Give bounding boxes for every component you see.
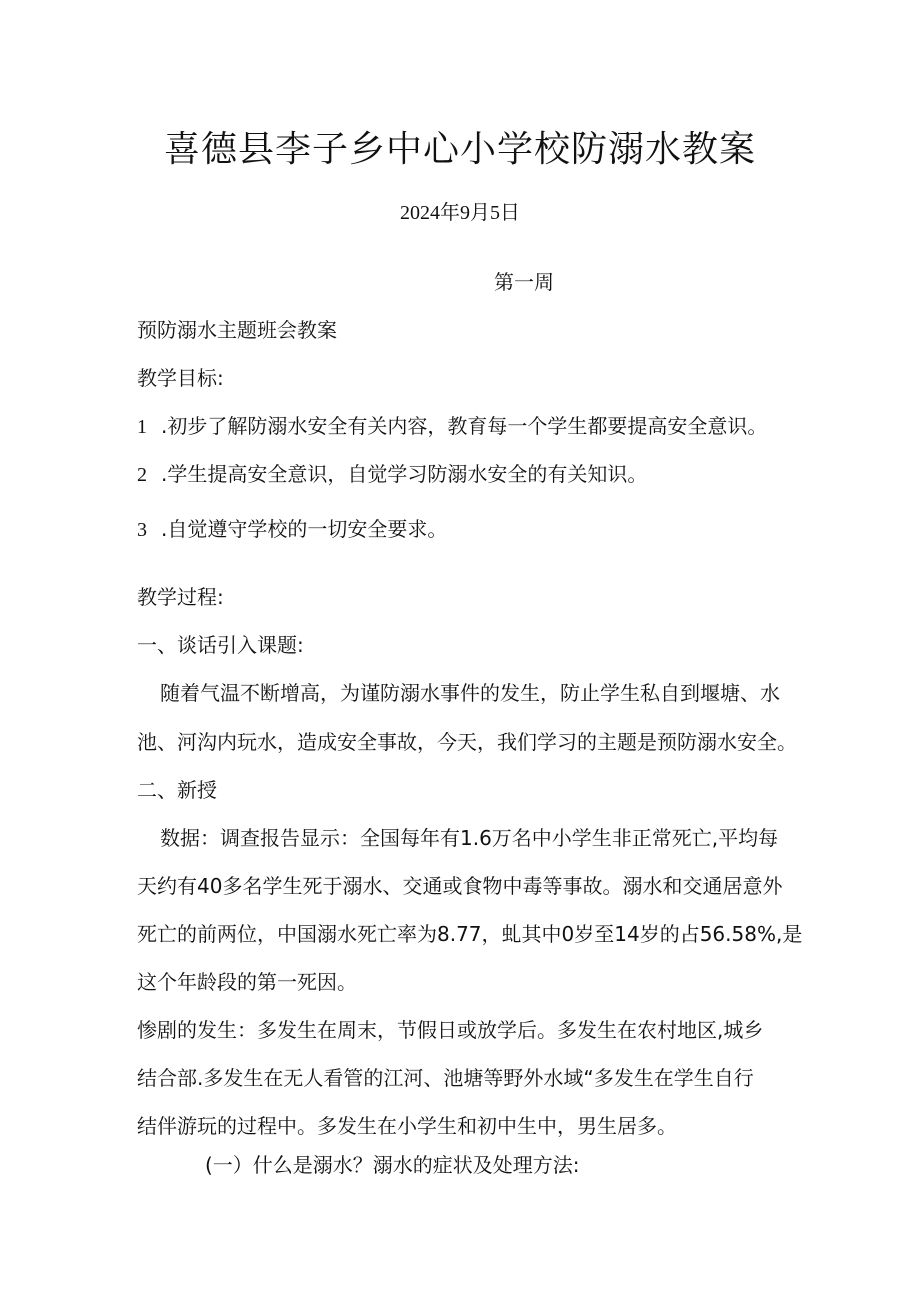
goal-number: 1 <box>137 416 147 438</box>
paragraph-line: 结合部.多发生在无人看管的江河、池塘等野外水域“多发生在学生自行 <box>137 1066 754 1090</box>
goal-item <box>137 460 647 489</box>
goal-item <box>137 515 447 544</box>
subsection1-heading: (一）什么是溺水？溺水的症状及处理方法: <box>205 1153 580 1177</box>
goal-number: 2 <box>137 464 147 486</box>
paragraph-line: 死亡的前两位，中国溺水死亡率为8.77，虬其中0岁至14岁的占56.58%,是 <box>137 922 803 946</box>
paragraph-line: 池、河沟内玩水，造成安全事故，今天，我们学习的主题是预防溺水安全。 <box>137 730 797 754</box>
goal-item <box>137 412 767 441</box>
paragraph-line: 这个年龄段的第一死因。 <box>137 970 357 994</box>
lesson-subtitle: 预防溺水主题班会教案 <box>137 318 337 342</box>
paragraph-line: 随着气温不断增高，为谨防溺水事件的发生，防止学生私自到堰塘、水 <box>160 681 780 705</box>
paragraph-line: 结伴游玩的过程中。多发生在小学生和初中生中，男生居多。 <box>137 1114 677 1138</box>
goal-number: 3 <box>137 519 147 541</box>
week-label: 第一周 <box>494 270 554 294</box>
paragraph-line: 数据：调查报告显示：全国每年有1.6万名中小学生非正常死亡,平均每 <box>160 826 779 850</box>
goals-heading: 教学目标: <box>137 366 224 390</box>
process-heading: 教学过程: <box>137 585 224 609</box>
goal-text: .自觉遵守学校的一切安全要求。 <box>161 517 448 541</box>
goal-text: .初步了解防溺水安全有关内容，教育每一个学生都要提高安全意识。 <box>161 414 768 438</box>
paragraph-line: 天约有40多名学生死于溺水、交通或食物中毒等事故。溺水和交通居意外 <box>137 874 783 898</box>
paragraph-line: 惨剧的发生：多发生在周末，节假日或放学后。多发生在农村地区,城乡 <box>137 1018 764 1042</box>
goal-text: .学生提高安全意识，自觉学习防溺水安全的有关知识。 <box>161 462 648 486</box>
section1-heading: 一、谈话引入课题: <box>137 633 304 657</box>
section2-heading: 二、新授 <box>137 778 217 802</box>
document-date: 2024年9月5日 <box>400 202 520 224</box>
document-title: 喜德县李子乡中心小学校防溺水教案 <box>163 129 756 170</box>
